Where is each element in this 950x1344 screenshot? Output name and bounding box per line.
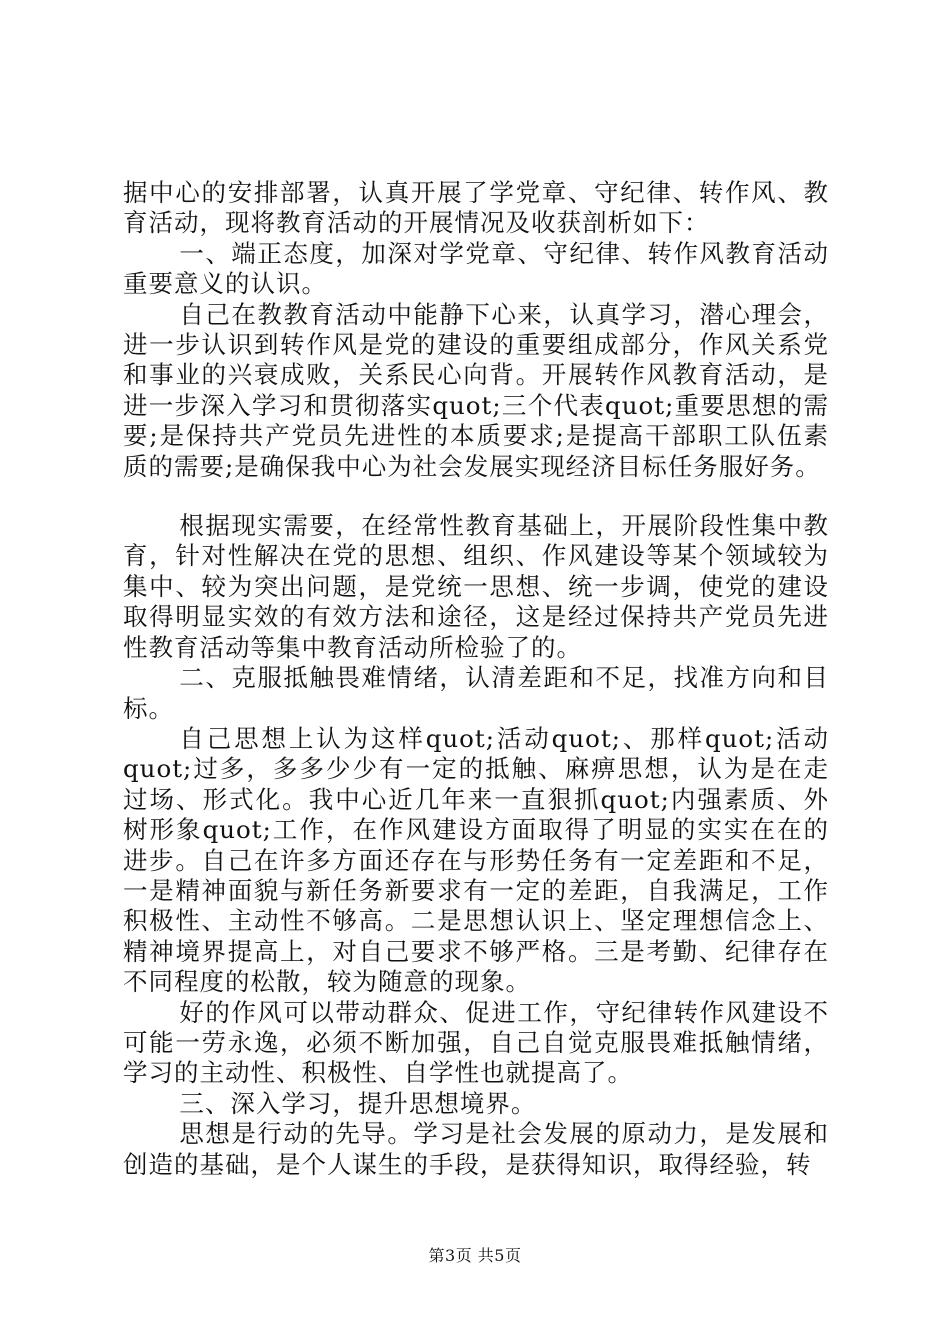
section-heading-2: 二、克服抵触畏难情绪，认清差距和不足，找准方向和目标。 <box>123 663 829 723</box>
paragraph-1: 自己在教教育活动中能静下心来，认真学习，潜心理会，进一步认识到转作风是党的建设的重要组成部分，作风关系党和事业的兴衰成败，关系民心向背。开展转作风教育活动，是进一步深入学习和贯彻落实quot;三个代表quot;重要思想的需要;是保持共产党员先进性的本质要求;是提高干部职工队伍素质的需要;是确保我中心为社会发展实现经济目标任务服好务。 <box>123 299 829 481</box>
page-footer: 第3页 共5页 <box>428 1246 522 1265</box>
document-body <box>123 178 829 1180</box>
paragraph-intro: 据中心的安排部署，认真开展了学党章、守纪律、转作风、教育活动，现将教育活动的开展情况及收获剖析如下： <box>123 178 829 238</box>
paragraph-3: 自己思想上认为这样quot;活动quot;、那样quot;活动quot;过多，多多少少有一定的抵触、麻痹思想，认为是在走过场、形式化。我中心近几年来一直狠抓quot;内强素质、外树形象quot;工作，在作风建设方面取得了明显的实实在在的进步。自己在许多方面还存在与形势任务有一定差距和不足，一是精神面貌与新任务新要求有一定的差距，自我满足，工作积极性、主动性不够高。二是思想认识上、坚定理想信念上、精神境界提高上，对自己要求不够严格。三是考勤、纪律存在不同程度的松散，较为随意的现象。 <box>123 723 829 997</box>
paragraph-4: 好的作风可以带动群众、促进工作，守纪律转作风建设不可能一劳永逸，必须不断加强，自己自觉克服畏难抵触情绪，学习的主动性、积极性、自学性也就提高了。 <box>123 997 829 1088</box>
paragraph-5: 思想是行动的先导。学习是社会发展的原动力，是发展和创造的基础，是个人谋生的手段，是获得知识，取得经验，转 <box>123 1119 829 1179</box>
section-heading-3: 三、深入学习，提升思想境界。 <box>179 1088 537 1118</box>
paragraph-2: 根据现实需要，在经常性教育基础上，开展阶段性集中教育，针对性解决在党的思想、组织、作风建设等某个领域较为集中、较为突出问题，是党统一思想、统一步调，使党的建设取得明显实效的有效方法和途径，这是经过保持共产党员先进性教育活动等集中教育活动所检验了的。 <box>123 511 829 662</box>
section-heading-1: 一、端正态度，加深对学党章、守纪律、转作风教育活动重要意义的认识。 <box>123 238 829 299</box>
